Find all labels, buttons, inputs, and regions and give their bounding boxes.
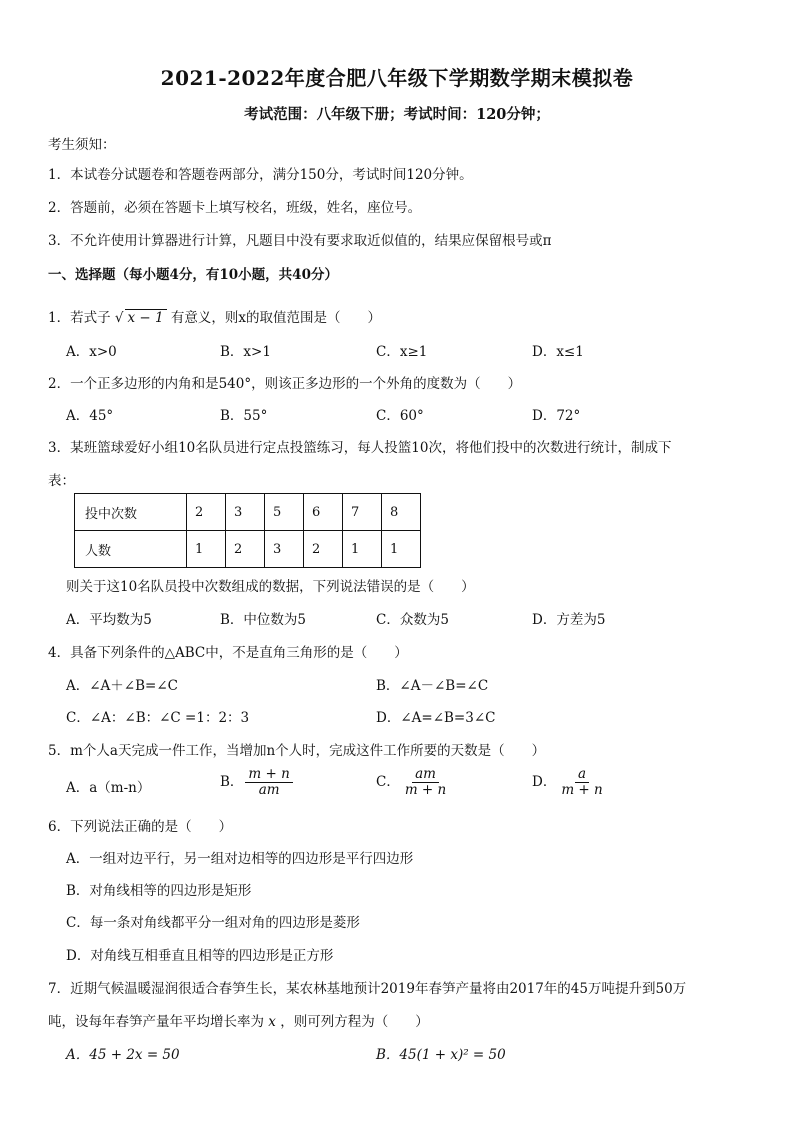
question-3-line-2: 表： [48, 473, 75, 489]
table-row [75, 531, 421, 568]
notice-heading: 考生须知： [48, 137, 116, 153]
table-cell: 2 [187, 494, 226, 531]
q4-option-b: B．∠A－∠B=∠C [376, 678, 489, 694]
table-cell: 1 [382, 531, 421, 568]
notice-item-1: 1．本试卷分试题卷和答题卷两部分，满分150分，考试时间120分钟。 [48, 167, 473, 183]
q1-option-a: A．x>0 [66, 344, 117, 360]
q6-option-a: A．一组对边平行，另一组对边相等的四边形是平行四边形 [66, 851, 414, 867]
q3-option-a: A．平均数为5 [66, 612, 152, 628]
question-4: 4．具备下列条件的△ABC中，不是直角三角形的是（ ） [48, 645, 408, 661]
q3-option-d: D．方差为5 [532, 612, 606, 628]
question-1 [48, 306, 381, 326]
table-cell: 3 [226, 494, 265, 531]
table-header-shots: 投中次数 [75, 494, 187, 531]
table-row [75, 494, 421, 531]
table-header-people: 人数 [75, 531, 187, 568]
q6-option-c: C．每一条对角线都平分一组对角的四边形是菱形 [66, 915, 360, 931]
q5-option-a: A．a（m-n） [66, 780, 151, 796]
q2-option-c: C．60° [376, 408, 424, 424]
q4-option-c: C．∠A：∠B：∠C =1：2：3 [66, 710, 250, 726]
table-cell: 1 [187, 531, 226, 568]
table-cell: 6 [304, 494, 343, 531]
table-cell: 5 [265, 494, 304, 531]
page-title: 2021-2022年度合肥八年级下学期数学期末模拟卷 [160, 66, 634, 90]
question-2: 2．一个正多边形的内角和是540°，则该正多边形的一个外角的度数为（ ） [48, 376, 522, 392]
question-6: 6．下列说法正确的是（ ） [48, 819, 233, 835]
q6-option-d: D．对角线互相垂直且相等的四边形是正方形 [66, 948, 334, 964]
fraction: $\frac{am}{m + n}$ [404, 766, 447, 798]
q1-suffix: 有意义，则x的取值范围是（ ） [170, 310, 382, 326]
table-cell: 7 [343, 494, 382, 531]
question-3-follow: 则关于这10名队员投中次数组成的数据，下列说法错误的是（ ） [66, 579, 475, 595]
shot-count-table [74, 493, 421, 568]
q6-option-b: B．对角线相等的四边形是矩形 [66, 883, 252, 899]
question-3-line-1: 3．某班篮球爱好小组10名队员进行定点投篮练习，每人投篮10次，将他们投中的次数进行统计，制成下 [48, 440, 672, 456]
exam-scope-subtitle: 考试范围：八年级下册；考试时间：120分钟； [244, 106, 550, 123]
table-cell: 1 [343, 531, 382, 568]
question-7-line-1: 7．近期气候温暖湿润很适合春笋生长，某农林基地预计2019年春笋产量将由2017年的45万吨提升到50万 [48, 981, 687, 997]
q1-option-d: D．x≤1 [532, 344, 584, 360]
fraction: $\frac{m + n}{am}$ [245, 767, 292, 798]
table-cell: 3 [265, 531, 304, 568]
section-heading: 一、选择题（每小题4分，有10小题，共40分） [48, 267, 338, 283]
q3-option-b: B．中位数为5 [220, 612, 307, 628]
table-cell: 2 [226, 531, 265, 568]
q7-option-b: B．45(1 + x)² = 50 [376, 1047, 506, 1063]
q3-option-c: C．众数为5 [376, 612, 449, 628]
q7-option-a: A．45 + 2x = 50 [66, 1047, 180, 1063]
q5-option-b: B． $\frac{m + n}{am}$ [220, 767, 293, 798]
fraction: $\frac{a}{m + n}$ [561, 766, 603, 798]
table-cell: 2 [304, 531, 343, 568]
q1-prefix: 1．若式子 [48, 310, 111, 326]
q5-option-d: D． $\frac{a}{m + n}$ [532, 767, 606, 798]
q1-option-c: C．x≥1 [376, 344, 428, 360]
q1-option-b: B．x>1 [220, 344, 271, 360]
notice-item-3: 3．不允许使用计算器进行计算，凡题目中没有要求取近似值的，结果应保留根号或π [48, 233, 552, 249]
q2-option-b: B．55° [220, 408, 268, 424]
q2-option-a: A．45° [66, 408, 114, 424]
q4-option-d: D．∠A=∠B=3∠C [376, 710, 496, 726]
question-5: 5．m个人a天完成一件工作，当增加n个人时，完成这件工作所要的天数是（ ） [48, 743, 546, 759]
question-7-line-2: 吨，设每年春笋产量年平均增长率为 x ，则可列方程为（ ） [48, 1014, 429, 1030]
q2-option-d: D．72° [532, 408, 581, 424]
q5-option-c: C． $\frac{am}{m + n}$ [376, 767, 449, 798]
q4-option-a: A．∠A＋∠B=∠C [66, 678, 178, 694]
variable-x: x [268, 1014, 276, 1030]
table-cell: 8 [382, 494, 421, 531]
q1-sqrt-expression: √ x − 1 [115, 310, 167, 326]
notice-item-2: 2．答题前，必须在答题卡上填写校名，班级，姓名，座位号。 [48, 200, 422, 216]
